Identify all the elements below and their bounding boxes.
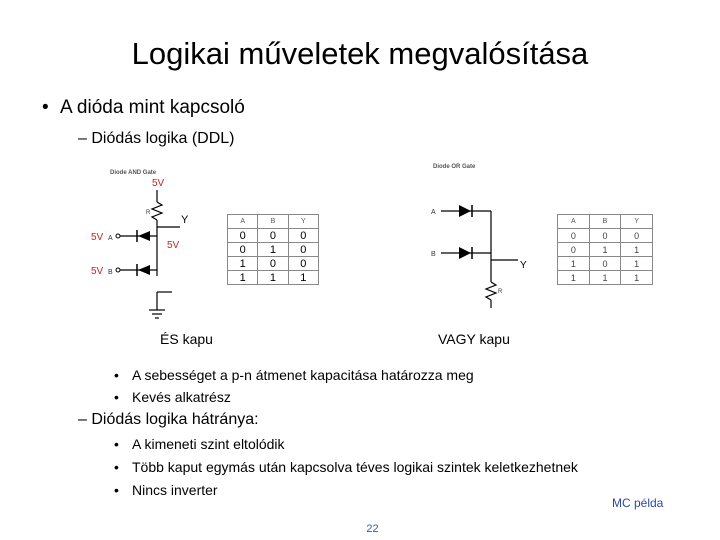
- list-item-text: A kimeneti szint eltolódik: [132, 436, 285, 452]
- table-cell: 0: [258, 229, 288, 243]
- table-cell: 1: [589, 271, 621, 285]
- and-gate-caption: ÉS kapu: [160, 331, 213, 347]
- dash-icon: –: [78, 411, 92, 428]
- list-item-text: Nincs inverter: [132, 482, 218, 498]
- and-output-voltage: 5V: [167, 240, 180, 251]
- table-row: [228, 229, 319, 243]
- subheading-text: Diódás logika hátránya:: [91, 411, 259, 428]
- or-y-label: Y: [520, 260, 527, 271]
- subheading-ddl: [78, 130, 235, 148]
- list-item: [114, 389, 231, 405]
- table-cell: 0: [589, 257, 621, 271]
- table-header-a: A: [558, 215, 590, 229]
- table-cell: 1: [621, 257, 653, 271]
- or-input-b: B: [431, 251, 436, 258]
- table-cell: 1: [621, 271, 653, 285]
- or-gate-caption: VAGY kapu: [438, 331, 510, 347]
- list-item-text: Több kaput egymás után kapcsolva téves logikai szintek keletkezhetnek: [132, 459, 578, 475]
- and-truth-table: [227, 214, 319, 285]
- bullet-diode-switch: [42, 97, 245, 119]
- table-row: [228, 271, 319, 285]
- bullet-dot-icon: •: [114, 389, 119, 405]
- list-item: [114, 367, 474, 383]
- table-cell: 0: [558, 229, 590, 243]
- or-truth-table: [557, 214, 653, 285]
- table-cell: 0: [228, 229, 258, 243]
- table-header-row: [558, 215, 653, 229]
- subheading-drawbacks: [78, 411, 259, 429]
- or-gate-diagram-title: Diode OR Gate: [433, 164, 476, 170]
- table-cell: 1: [558, 271, 590, 285]
- diode-a-icon: [138, 231, 150, 241]
- list-item: [114, 436, 285, 452]
- table-header-y: Y: [621, 215, 653, 229]
- bullet-dot-icon: •: [114, 482, 119, 498]
- or-gate-circuit: [405, 158, 545, 308]
- list-item: [114, 482, 218, 498]
- page-number: 22: [366, 523, 379, 535]
- table-cell: 1: [228, 271, 258, 285]
- table-cell: 0: [288, 243, 318, 257]
- table-header-a: A: [228, 215, 258, 229]
- table-cell: 0: [228, 243, 258, 257]
- table-cell: 0: [621, 229, 653, 243]
- bullet-dot-icon: •: [114, 367, 119, 383]
- and-y-label: Y: [181, 214, 189, 226]
- table-cell: 1: [258, 271, 288, 285]
- table-header-y: Y: [288, 215, 318, 229]
- table-cell: 1: [621, 243, 653, 257]
- and-gate-circuit: [80, 160, 230, 320]
- bullet-dot-icon: •: [42, 97, 49, 118]
- and-input-a-voltage: 5V: [91, 232, 104, 243]
- and-r-label: R: [146, 210, 151, 216]
- table-cell: 1: [558, 257, 590, 271]
- or-resistor-icon: [486, 282, 496, 300]
- table-cell: 0: [558, 243, 590, 257]
- list-item-text: Kevés alkatrész: [132, 389, 231, 405]
- table-cell: 0: [288, 257, 318, 271]
- table-header-row: [228, 215, 319, 229]
- table-row: [558, 229, 653, 243]
- table-cell: 0: [258, 257, 288, 271]
- table-header-b: B: [258, 215, 288, 229]
- or-diode-a-icon: [459, 205, 471, 217]
- table-cell: 1: [589, 243, 621, 257]
- and-vcc-label: 5V: [152, 178, 165, 189]
- and-input-b-voltage: 5V: [91, 266, 104, 277]
- or-input-a: A: [431, 209, 436, 216]
- table-cell: 1: [258, 243, 288, 257]
- table-header-b: B: [589, 215, 621, 229]
- table-cell: 0: [589, 229, 621, 243]
- subheading-text: Diódás logika (DDL): [91, 130, 235, 147]
- table-row: [558, 271, 653, 285]
- or-r-label: R: [498, 289, 503, 295]
- slide-title: Logikai műveletek megvalósítása: [131, 36, 589, 71]
- list-item: [114, 459, 578, 475]
- and-resistor-icon: [152, 202, 162, 220]
- mc-example-link[interactable]: MC példa: [612, 496, 664, 510]
- table-row: [228, 257, 319, 271]
- diode-b-icon: [138, 265, 150, 275]
- or-diode-b-icon: [459, 247, 471, 259]
- table-cell: 1: [288, 271, 318, 285]
- table-cell: 0: [288, 229, 318, 243]
- list-item-text: A sebességet a p-n átmenet kapacitása határozza meg: [132, 367, 474, 383]
- table-row: [228, 243, 319, 257]
- and-input-a-letter: A: [108, 235, 113, 242]
- input-a-terminal-icon: [116, 234, 120, 238]
- table-row: [558, 243, 653, 257]
- and-input-b-letter: B: [108, 269, 113, 276]
- table-cell: 1: [228, 257, 258, 271]
- input-b-terminal-icon: [116, 268, 120, 272]
- bullet-dot-icon: •: [114, 436, 119, 452]
- dash-icon: –: [78, 130, 92, 147]
- table-row: [558, 257, 653, 271]
- and-gate-diagram-title: Diode AND Gate: [110, 170, 157, 176]
- bullet-dot-icon: •: [114, 459, 119, 475]
- bullet-text: A dióda mint kapcsoló: [60, 97, 245, 118]
